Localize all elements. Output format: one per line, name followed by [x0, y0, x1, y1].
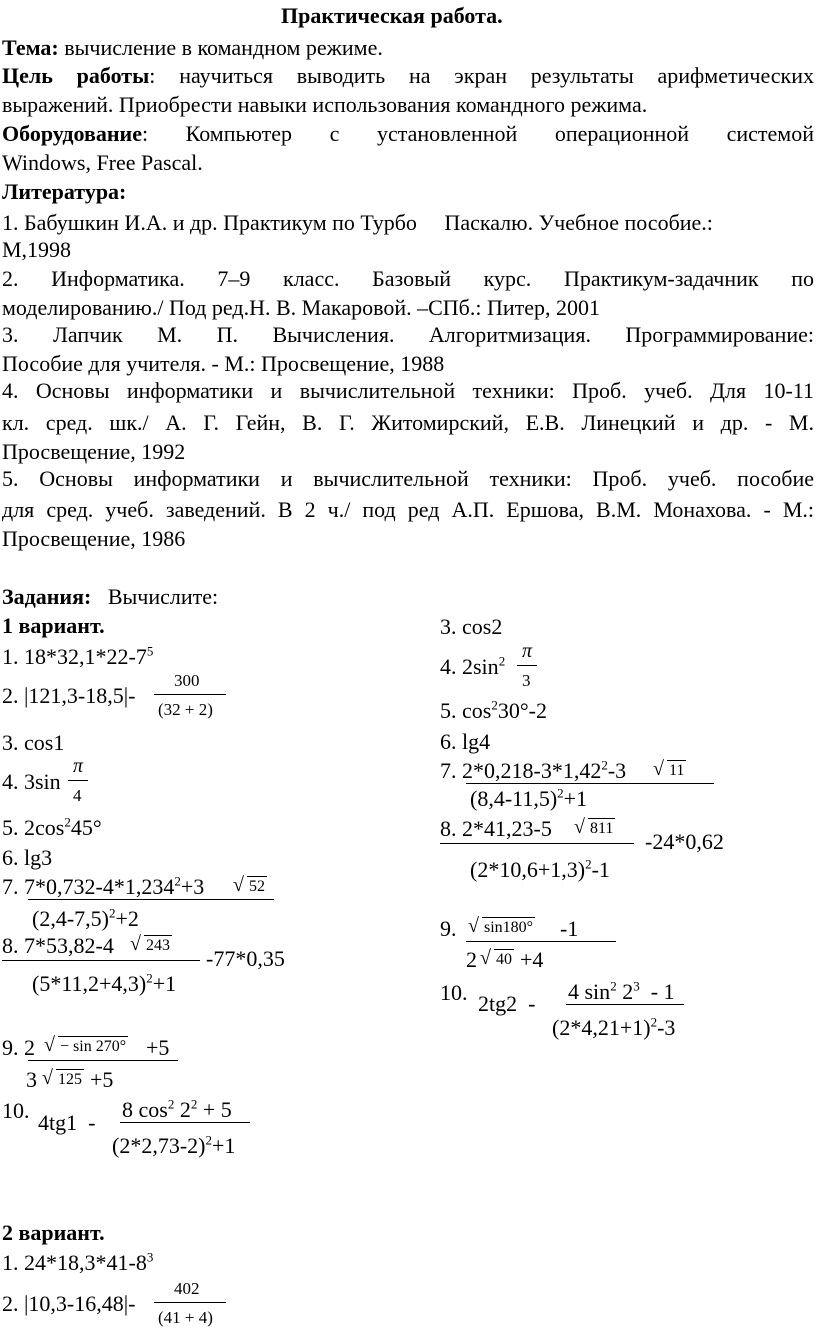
v1r-task-10-den: $(2*4,21+1)^2-3$ — [552, 1014, 676, 1040]
v1-task-8-rad: 243 — [146, 937, 170, 954]
v1r-task-7-num: 7. 2*0,218-3*1,42$^2$-3 — [440, 757, 627, 783]
goal-line-1 — [2, 61, 814, 90]
v1r-task-9-den-rad: 40 — [496, 951, 512, 968]
equipment-line-2: Windows, Free Pascal. — [2, 150, 203, 175]
v1r-task-8-tail: -24*0,62 — [645, 829, 724, 854]
sqrt-icon: √ — [44, 1034, 55, 1056]
v1r-task-7-den: $(8,4-11,5)^2+1$ — [470, 785, 588, 811]
lit-line: Просвещение, 1986 — [2, 526, 186, 551]
v1r-task-8-num: 8. 2*41,23-5 — [440, 816, 552, 841]
lit-line: моделированию./ Под ред.Н. В. Макаровой. –СПб.: Питер, 2001 — [2, 295, 600, 320]
lit-line: 2. Информатика. 7–9 класс. Базовый курс. Практикум-задачник по — [2, 266, 814, 291]
v1r-task-10-num: 4 $\sin^2 2^3 - 1$ — [568, 978, 675, 1004]
lit-line: 3. Лапчик М. П. Вычисления. Алгоритмизация. Программирование: — [2, 322, 814, 347]
v1-task-8-den: $(5*11,2+4,3)^2+1$ — [32, 970, 177, 996]
variant2-label: 2 вариант. — [2, 1220, 105, 1245]
equipment-line-1 — [2, 119, 814, 148]
v1-task-9-rad: − sin 270° — [60, 1038, 127, 1055]
v2-task-2: 2. |10,3-16,48|- — [2, 1291, 136, 1316]
fraction-bar — [517, 665, 537, 666]
fraction-bar — [28, 1060, 178, 1061]
v1r-task-10-label: 10. — [440, 980, 468, 1005]
v1-task-6: 6. lg3 — [2, 845, 53, 870]
v2-task-2-num: 402 — [174, 1279, 200, 1298]
v1-task-8-num: 8. 7*53,82-4 — [2, 933, 114, 958]
v1-task-3-right: 3. cos2 — [440, 614, 503, 639]
sqrt-icon: √ — [468, 915, 479, 937]
v1-task-4-right: 4. $2\sin^2$ — [440, 653, 506, 679]
sqrt-icon: √ — [574, 816, 585, 838]
v1r-task-8-rad: 811 — [590, 820, 614, 837]
v1r-task-9-rad: sin180° — [484, 919, 534, 936]
fraction-bar — [440, 843, 634, 844]
v1-task-8-tail: -77*0,35 — [206, 946, 285, 971]
v1-task-6-right: 6. lg4 — [440, 729, 491, 754]
v1-task-4-den: 4 — [73, 786, 82, 805]
sqrt-icon: √ — [233, 874, 244, 896]
lit-line: 1. Бабушкин И.А. и др. Практикум по Турбо Паскалю. Учебное пособие.: — [2, 210, 713, 235]
v1-task-9-num2: +5 — [146, 1035, 170, 1060]
fraction-bar — [68, 780, 88, 781]
goal-line-2: выражений. Приобрести навыки использования командного режима. — [2, 92, 648, 117]
variant1-label: 1 вариант. — [2, 613, 105, 638]
lit-line: Просвещение, 1992 — [2, 439, 186, 464]
lit-line: М,1998 — [2, 237, 72, 262]
sqrt-icon: √ — [480, 947, 491, 969]
v1-task-7-rad: 52 — [249, 878, 265, 895]
v1r-task-7-rad: 11 — [669, 762, 685, 779]
v1-task-10-a: 4tg1 - — [38, 1110, 96, 1135]
page-title: Практическая работа. — [281, 3, 503, 28]
lit-line: для сред. учеб. заведений. В 2 ч./ под ред А.П. Ершова, В.М. Монахова. - М.: — [2, 497, 814, 522]
fraction-bar — [28, 899, 274, 900]
topic-label: Тема: — [2, 35, 59, 60]
v1-task-9-den2: +5 — [90, 1067, 114, 1092]
literature-label: Литература: — [2, 179, 127, 204]
v1-task-2-num: 300 — [174, 671, 200, 690]
tasks-text: Вычислите: — [107, 584, 219, 609]
v1-task-10-num: 8 $\cos^2 2^2 + 5$ — [122, 1096, 232, 1122]
v1-task-9-den: 3 — [26, 1067, 37, 1092]
v1-task-10-den: $(2*2,73-2)^2+1$ — [112, 1132, 236, 1158]
v1-task-3: 3. cos1 — [2, 730, 65, 755]
lit-line: 4. Основы информатики и вычислительной техники: Проб. учеб. Для 10-11 — [2, 378, 814, 403]
fraction-bar — [2, 960, 200, 961]
lit-line: кл. сред. шк./ А. Г. Гейн, В. Г. Житомирский, Е.В. Линецкий и др. - М. — [2, 410, 814, 435]
fraction-bar — [466, 783, 714, 784]
v1-task-9-num: 9. 2 — [2, 1035, 35, 1060]
tasks-label: Задания: — [2, 584, 92, 609]
equipment-label: Оборудование — [2, 121, 142, 146]
v1r-task-8-den: $(2*10,6+1,3)^2-1$ — [470, 856, 610, 882]
v1r-task-9-den2: +4 — [520, 947, 544, 972]
goal-text-1: : научиться выводить на экран результаты арифметических — [149, 63, 814, 88]
pi-symbol: π — [73, 755, 84, 777]
v1r-task-9-num: 9. — [440, 916, 457, 941]
v1r-task-10-a: 2tg2 - — [478, 991, 536, 1016]
v1r-task-4-den: 3 — [522, 671, 531, 690]
v1-task-9-den-rad: 125 — [58, 1071, 82, 1088]
pi-symbol: π — [522, 640, 533, 662]
topic-text: вычисление в командном режиме. — [58, 35, 383, 60]
v1-task-5-right: 5. $\cos^230^\circ-2$ — [440, 697, 547, 723]
v1-task-1: 1. $18*32,1*22-7^5$ — [2, 643, 154, 669]
v2-task-1: 1. $24*18,3*41-8^3$ — [2, 1249, 154, 1275]
fraction-bar — [120, 1122, 250, 1123]
sqrt-icon: √ — [42, 1067, 53, 1089]
v1-task-2: 2. |121,3-18,5|- — [2, 683, 136, 708]
tasks-line — [2, 584, 218, 610]
fraction-bar — [154, 694, 226, 695]
v1-task-10-label: 10. — [2, 1098, 30, 1123]
v1-task-5: 5. $2\cos^245^\circ$ — [2, 814, 102, 840]
lit-line: Пособие для учителя. - М.: Просвещение, 1988 — [2, 351, 445, 376]
v1r-task-9-num2: -1 — [560, 916, 579, 941]
v2-task-2-den: (41 + 4) — [158, 1308, 213, 1327]
v1-task-4: 4. 3sin — [2, 769, 61, 794]
sqrt-icon: √ — [653, 758, 664, 780]
fraction-bar — [566, 1004, 684, 1005]
goal-label: Цель работы — [2, 63, 150, 88]
lit-line: 5. Основы информатики и вычислительной техники: Проб. учеб. пособие — [2, 466, 814, 491]
topic-line — [2, 35, 383, 61]
fraction-bar — [154, 1302, 226, 1303]
fraction-bar — [466, 941, 616, 942]
sqrt-icon: √ — [130, 933, 141, 955]
equipment-text-1: : Компьютер с установленной операционной системой — [141, 121, 814, 146]
v1-task-7-num: 7. $7*0,732-4*1,234^2+3$ — [2, 873, 205, 899]
v1-task-7-den: $(2,4-7,5)^2+2$ — [32, 905, 139, 931]
v1-task-2-den: (32 + 2) — [158, 700, 213, 719]
v1r-task-9-den: 2 — [466, 947, 477, 972]
